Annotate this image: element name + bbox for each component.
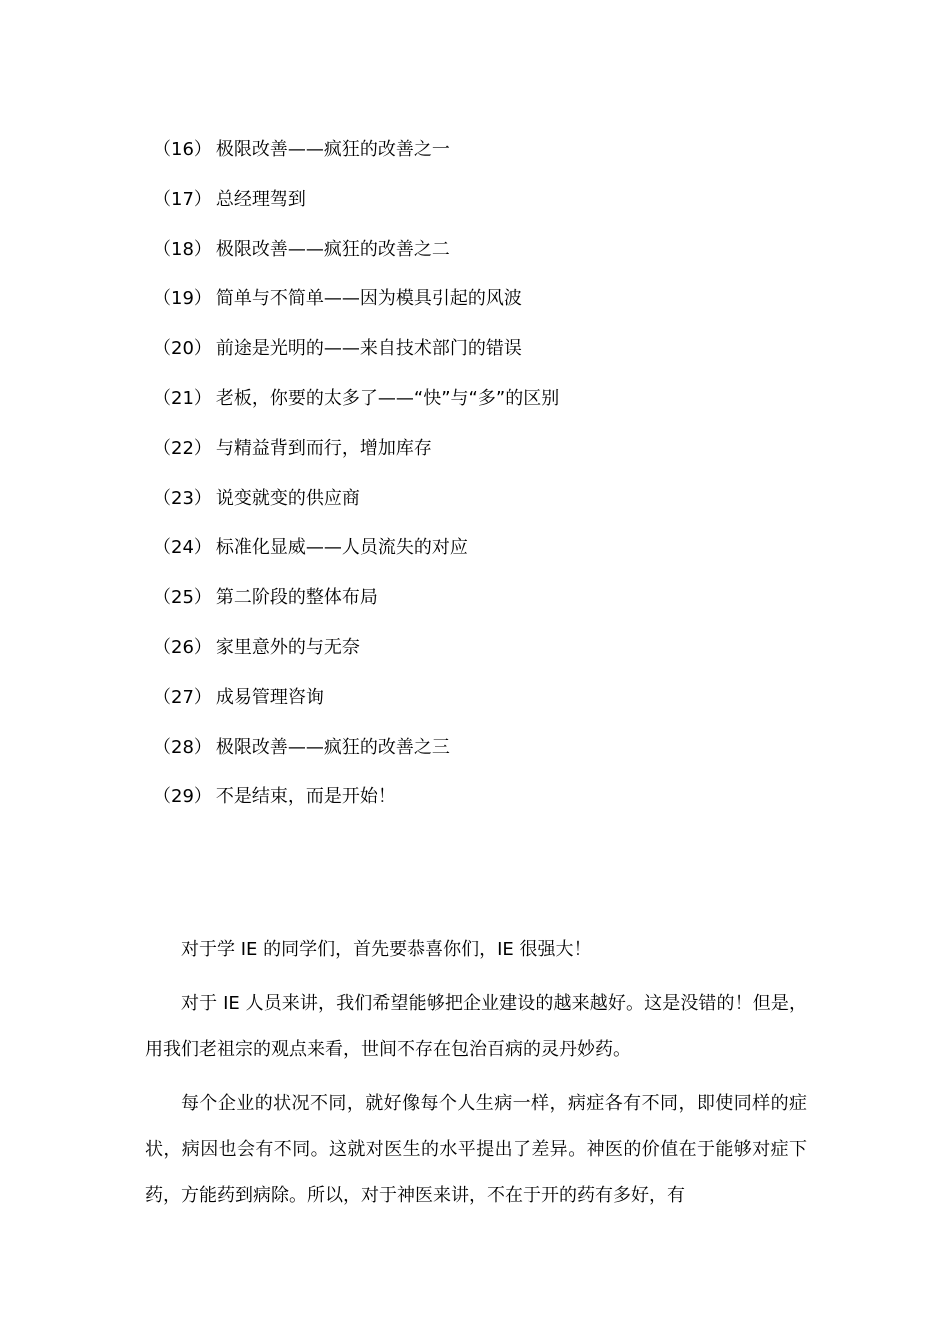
paragraph: 对于学 IE 的同学们，首先要恭喜你们，IE 很强大！ bbox=[181, 939, 592, 960]
toc-item bbox=[153, 285, 559, 335]
toc-item bbox=[153, 435, 559, 485]
toc-item bbox=[153, 335, 559, 385]
toc-item-title: 总经理驾到 bbox=[215, 188, 306, 210]
toc-item-number: （21） bbox=[153, 387, 212, 409]
toc-item-number: （23） bbox=[153, 487, 212, 509]
toc-item bbox=[153, 634, 559, 684]
toc-item-number: （16） bbox=[153, 139, 212, 160]
toc-item-title: 前途是光明的——来自技术部门的错误 bbox=[215, 338, 522, 360]
paragraph: 每个企业的状况不同，就好像每个人生病一样，病症各有不同，即使同样的症状，病因也会有不同。这就对医生的水平提出了差异。神医的价值在于能够对症下药，方能药到病除。所以，对于神医来讲，不在于开的药有多好，有 bbox=[145, 1093, 807, 1206]
toc-item-title: 标准化显威——人员流失的对应 bbox=[215, 537, 468, 559]
toc-item-number: （18） bbox=[153, 238, 212, 260]
toc-item-title: 极限改善——疯狂的改善之三 bbox=[215, 736, 450, 758]
toc-item-number: （20） bbox=[153, 338, 212, 360]
toc-item-title: 老板，你要的太多了——“快”与“多”的区别 bbox=[215, 387, 560, 409]
toc-item bbox=[153, 136, 559, 186]
body-text bbox=[145, 927, 807, 1219]
toc-item-title: 极限改善——疯狂的改善之二 bbox=[215, 238, 450, 260]
toc-item-number: （19） bbox=[153, 288, 212, 310]
toc-item bbox=[153, 186, 559, 236]
toc-item bbox=[153, 684, 559, 734]
toc-item-number: （26） bbox=[153, 636, 212, 658]
toc-item bbox=[153, 485, 559, 535]
toc-item-number: （27） bbox=[153, 686, 212, 708]
toc-item bbox=[153, 385, 559, 435]
toc-item-title: 简单与不简单——因为模具引起的风波 bbox=[215, 288, 522, 310]
toc-item-number: （24） bbox=[153, 537, 212, 559]
toc-item bbox=[153, 236, 559, 286]
toc-item-title: 与精益背到而行，增加库存 bbox=[215, 437, 432, 459]
toc-item-number: （28） bbox=[153, 736, 212, 758]
toc-item-title: 家里意外的与无奈 bbox=[215, 636, 360, 658]
toc-item bbox=[153, 534, 559, 584]
toc-item-title: 成易管理咨询 bbox=[215, 686, 324, 708]
toc-item-title: 说变就变的供应商 bbox=[215, 487, 360, 509]
toc-item-number: （29） bbox=[153, 786, 212, 808]
toc-item bbox=[153, 584, 559, 634]
toc-item-number: （22） bbox=[153, 437, 212, 459]
toc-item-title: 不是结束，而是开始！ bbox=[215, 786, 396, 808]
table-of-contents bbox=[153, 136, 559, 833]
toc-item-number: （25） bbox=[153, 587, 212, 609]
toc-item bbox=[153, 783, 559, 833]
toc-item-title: 第二阶段的整体布局 bbox=[215, 587, 378, 609]
toc-item-number: （17） bbox=[153, 188, 212, 210]
toc-item bbox=[153, 734, 559, 784]
paragraph: 对于 IE 人员来讲，我们希望能够把企业建设的越来越好。这是没错的！但是，用我们老祖宗的观点来看，世间不存在包治百病的灵丹妙药。 bbox=[145, 993, 807, 1060]
toc-item-title: 极限改善——疯狂的改善之一 bbox=[215, 139, 450, 160]
